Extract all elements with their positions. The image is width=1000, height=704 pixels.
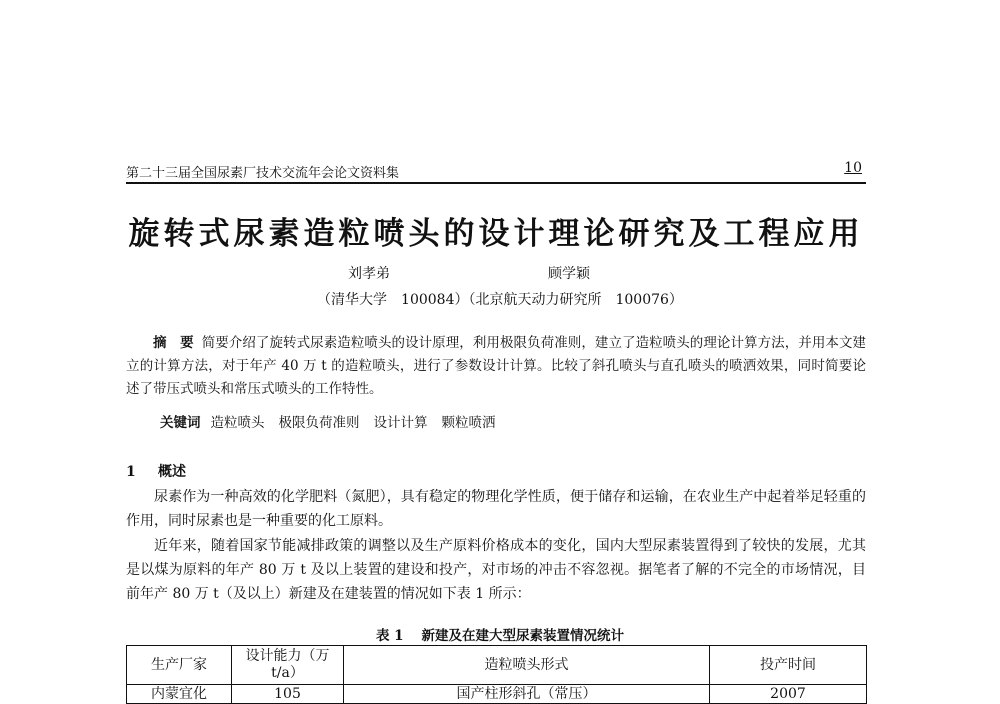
keywords	[160, 411, 510, 431]
column-header: 投产时间	[710, 646, 867, 685]
paper-title: 旋转式尿素造粒喷头的设计理论研究及工程应用	[128, 216, 864, 252]
running-header	[126, 160, 866, 184]
proceedings-title: 第二十三届全国尿素厂技术交流年会论文资料集	[126, 166, 400, 181]
table-cell: 105	[232, 685, 344, 704]
keyword: 造粒喷头	[210, 415, 265, 431]
affiliation: （清华大学 100084）（北京航天动力研究所 100076）	[317, 292, 683, 308]
abstract-label: 摘 要	[153, 335, 194, 351]
author-name: 顾学颖	[548, 266, 590, 282]
section-title: 概述	[158, 464, 186, 480]
column-header: 造粒喷头形式	[344, 646, 710, 685]
keyword: 颗粒喷洒	[441, 415, 496, 431]
table-cell: 国产柱形斜孔（常压）	[344, 685, 710, 704]
section-heading	[126, 461, 186, 481]
table-number: 表 1	[375, 628, 404, 644]
table-cell: 2007	[710, 685, 867, 704]
keyword: 设计计算	[373, 415, 428, 431]
keywords-label: 关键词	[160, 415, 201, 431]
body-paragraph: 尿素作为一种高效的化学肥料（氮肥），具有稳定的物理化学性质，便于储存和运输，在农业生产中起着举足轻重的作用，同时尿素也是一种重要的化工原料。	[126, 489, 866, 529]
table-caption	[0, 624, 1000, 644]
table-cell: 内蒙宜化	[127, 685, 232, 704]
table-header-row	[127, 646, 867, 685]
author-name: 刘孝弟	[348, 266, 390, 282]
column-header: 设计能力（万 t/a）	[232, 646, 344, 685]
table-row	[127, 685, 867, 704]
data-table	[126, 645, 867, 704]
abstract-text: 简要介绍了旋转式尿素造粒喷头的设计原理，利用极限负荷准则，建立了造粒喷头的理论计算方法，并用本文建立的计算方法，对于年产 40 万 t 的造粒喷头，进行了参数设计计算。比较了斜孔喷头与直孔喷头的喷洒效果，同时简要论述了带压式喷头和常压式喷头的工作特性。	[126, 335, 867, 397]
page-number: 10	[844, 160, 862, 176]
section-number: 1	[126, 464, 136, 480]
keyword: 极限负荷准则	[278, 415, 360, 431]
body-paragraph: 近年来，随着国家节能减排政策的调整以及生产原料价格成本的变化，国内大型尿素装置得到了较快的发展，尤其是以煤为原料的年产 80 万 t 及以上装置的建设和投产，对市场的冲击不容忽视。据笔者了解的不完全的市场情况，目前年产 80 万 t（及以上）新建及在建装置的情况如下表 1 所示：	[126, 538, 866, 602]
column-header: 生产厂家	[127, 646, 232, 685]
abstract	[126, 332, 866, 401]
table-title: 新建及在建大型尿素装置情况统计	[421, 628, 625, 644]
